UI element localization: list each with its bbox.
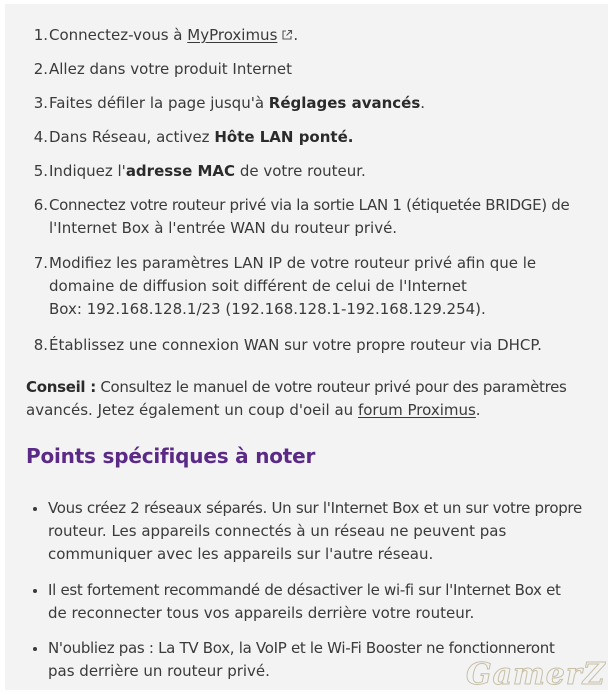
tip-text: avancés. Jetez également un coup d'oeil au xyxy=(26,401,358,419)
forum-proximus-link[interactable]: forum Proximus xyxy=(357,401,476,419)
external-link-icon[interactable] xyxy=(281,29,293,41)
section-title: Points spécifiques à noter xyxy=(26,444,316,468)
step-number: 4. xyxy=(33,128,48,146)
bullet-dot xyxy=(33,589,37,593)
note-line: routeur. Les appareils connectés à un réseau ne peuvent pas xyxy=(48,522,507,540)
step-text-line: domaine de diffusion soit différent de celui de l'Internet xyxy=(49,277,467,295)
step-text-end: de votre routeur. xyxy=(235,162,366,180)
step-emphasis: adresse MAC xyxy=(125,162,236,180)
bullet-dot xyxy=(33,647,37,651)
myproximus-link[interactable]: MyProximus xyxy=(187,26,278,44)
note-line: de reconnecter tous vos appareils derrière votre routeur. xyxy=(48,604,475,622)
step-text: Dans Réseau, activez xyxy=(49,128,215,146)
note-item xyxy=(5,497,615,563)
step-text-line: Connectez votre routeur privé via la sortie LAN 1 (étiquetée BRIDGE) de xyxy=(49,196,570,214)
step-number: 7. xyxy=(33,254,48,272)
step-text: Allez dans votre produit Internet xyxy=(49,60,292,78)
note-line: • N'oubliez pas : La TV Box, la VoIP et le Wi-Fi Booster ne fonctionneront xyxy=(48,639,555,657)
tip-text-end: . xyxy=(475,401,481,419)
step-number: 5. xyxy=(33,162,48,180)
step-text-line: l'Internet Box à l'entrée WAN du routeur privé. xyxy=(49,219,398,237)
step-text: Connectez-vous à xyxy=(49,26,188,44)
step-emphasis: Hôte LAN ponté. xyxy=(214,128,354,146)
step-number: 3. xyxy=(33,94,48,112)
step-number: 1. xyxy=(33,26,48,44)
step-text-end: . xyxy=(420,94,426,112)
note-line: pas derrière un routeur privé. xyxy=(48,662,270,680)
step-text-end: . xyxy=(293,26,299,44)
step-text: Faites défiler la page jusqu'à xyxy=(49,94,269,112)
note-item xyxy=(5,579,615,622)
tip-text: Consultez le manuel de votre routeur privé pour des paramètres xyxy=(95,378,567,396)
note-line: communiquer avec les appareils sur l'autre réseau. xyxy=(48,545,434,563)
tip-label: Conseil : xyxy=(26,378,96,396)
step-number: 6. xyxy=(33,196,48,214)
note-line: • Vous créez 2 réseaux séparés. Un sur l'Internet Box et un sur votre propre xyxy=(48,499,582,517)
step-text-line: Modifiez les paramètres LAN IP de votre routeur privé afin que le xyxy=(49,254,537,272)
step-number: 8. xyxy=(33,336,48,354)
tip-paragraph xyxy=(26,376,586,422)
content-panel xyxy=(5,4,608,690)
step-text: Établissez une connexion WAN sur votre propre routeur via DHCP. xyxy=(49,336,542,354)
note-line: • Il est fortement recommandé de désactiver le wi-fi sur l'Internet Box et xyxy=(48,581,561,599)
step-emphasis: Réglages avancés xyxy=(268,94,421,112)
gamerz-watermark: GamerZ xyxy=(466,657,606,692)
bullet-dot xyxy=(33,507,37,511)
step-text: Indiquez l' xyxy=(49,162,126,180)
step-number: 2. xyxy=(33,60,48,78)
step-text-line: Box: 192.168.128.1/23 (192.168.128.1-192.168.129.254). xyxy=(49,300,486,318)
